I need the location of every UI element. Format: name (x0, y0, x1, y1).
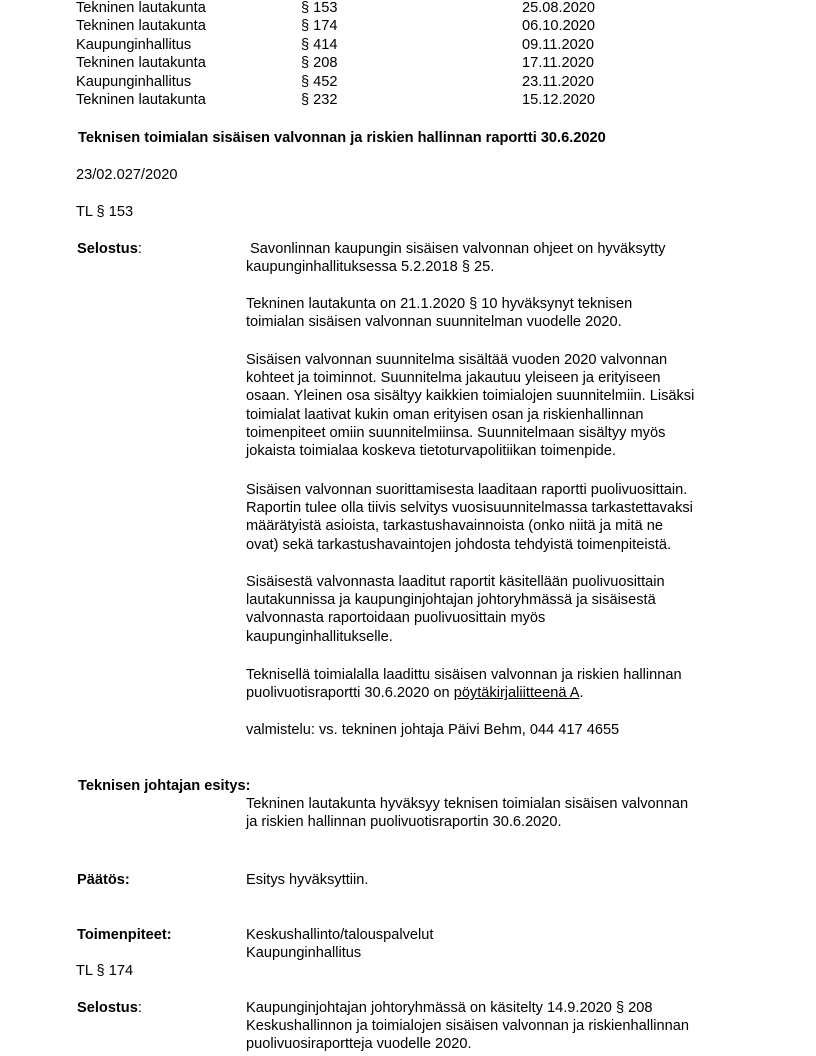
actions-list (246, 926, 766, 962)
history-section: § 414 (301, 37, 338, 53)
paragraph-line: kaupunginhallituksessa 5.2.2018 § 25. (246, 259, 495, 276)
selostus-label-text: Selostus (77, 241, 138, 257)
history-body: Kaupunginhallitus (76, 37, 192, 53)
history-date: 23.11.2020 (522, 74, 594, 90)
history-date: 25.08.2020 (522, 0, 596, 16)
paragraph-line: kaupunginhallitukselle. (246, 628, 393, 645)
paragraph-line: Tekninen lautakunta on 21.1.2020 § 10 hyväksynyt teknisen (246, 296, 633, 312)
paragraph-line: Raportin tulee olla tiivis selvitys vuosisuunnitelmassa tarkastettavaksi (246, 500, 693, 517)
attachment-link[interactable]: pöytäkirjaliitteenä A (453, 685, 580, 702)
selostus-body (246, 240, 766, 276)
paragraph-line: Sisäisestä valvonnasta laaditut raportit käsitellään puolivuosittain (246, 574, 665, 590)
history-body: Tekninen lautakunta (76, 92, 206, 108)
history-date: 09.11.2020 (522, 37, 594, 53)
action-item: Keskushallinto/talouspalvelut (246, 927, 434, 943)
history-date: 15.12.2020 (522, 92, 596, 108)
selostus-label-text: Selostus (77, 1000, 138, 1016)
proposal-text (246, 795, 766, 831)
history-section: § 208 (301, 55, 338, 71)
paragraph-line: määrätyistä asioista, tarkastushavainnoista (onko niitä ja mitä ne (246, 518, 663, 535)
paragraph-line: Keskushallinnon ja toimialojen sisäisen valvonnan ja riskienhallinnan (246, 1018, 689, 1035)
decision-text: Esitys hyväksyttiin. (246, 872, 369, 888)
selostus-paragraph (246, 481, 766, 554)
paragraph-line: toimenpiteet omiin suunnitelmiinsa. Suunnitelmaan sisältyy myös (246, 424, 666, 441)
preparer-line: valmistelu: vs. tekninen johtaja Päivi Behm, 044 417 4655 (246, 722, 620, 738)
selostus-label (77, 999, 142, 1017)
document-title: Teknisen toimialan sisäisen valvonnan ja riskien hallinnan raportti 30.6.2020 (78, 130, 606, 146)
paragraph-text: . (579, 685, 584, 702)
paragraph-line: jokaista toimialaa koskeva tietoturvapolitiikan toimenpide. (246, 443, 616, 460)
selostus-paragraph (246, 295, 766, 331)
selostus-colon: : (137, 1000, 142, 1016)
selostus-body (246, 999, 766, 1054)
paragraph-line: puolivuosiraportteja vuodelle 2020. (246, 1036, 472, 1053)
paragraph-line: osaan. Yleinen osa sisältyy kaikkien toimialojen suunnitelmiin. Lisäksi (246, 388, 695, 405)
history-body: Tekninen lautakunta (76, 18, 206, 34)
history-section: § 153 (301, 0, 338, 16)
meeting-reference: TL § 174 (76, 963, 134, 979)
selostus-colon: : (137, 241, 142, 257)
meeting-reference: TL § 153 (76, 204, 134, 220)
paragraph-line: toimialan sisäisen valvonnan suunnitelman vuodelle 2020. (246, 314, 622, 331)
history-date: 17.11.2020 (522, 55, 594, 71)
history-section: § 232 (301, 92, 338, 108)
actions-label: Toimenpiteet: (77, 927, 172, 943)
selostus-paragraph (246, 573, 766, 646)
paragraph-line: Kaupunginjohtajan johtoryhmässä on käsitelty 14.9.2020 § 208 (246, 1000, 653, 1016)
paragraph-line: Sisäisen valvonnan suunnitelma sisältää vuoden 2020 valvonnan (246, 352, 668, 368)
history-section: § 174 (301, 18, 338, 34)
paragraph-text: puolivuotisraportti 30.6.2020 on (246, 685, 454, 702)
proposal-label: Teknisen johtajan esitys: (78, 778, 251, 794)
paragraph-line: Tekninen lautakunta hyväksyy teknisen toimialan sisäisen valvonnan (246, 796, 689, 812)
paragraph-line: ovat) sekä tarkastushavaintojen johdosta tehdyistä toimenpiteistä. (246, 536, 672, 553)
paragraph-line: ja riskien hallinnan puolivuotisraportin 30.6.2020. (246, 814, 562, 831)
decision-label: Päätös: (77, 872, 130, 888)
selostus-paragraph (246, 351, 766, 460)
selostus-label (77, 240, 142, 258)
paragraph-line: Sisäisen valvonnan suorittamisesta laaditaan raportti puolivuosittain. (246, 482, 688, 498)
record-number: 23/02.027/2020 (76, 167, 178, 183)
paragraph-line: Teknisellä toimialalla laadittu sisäisen valvonnan ja riskien hallinnan (246, 667, 682, 683)
paragraph-line: lautakunnissa ja kaupunginjohtajan johtoryhmässä ja sisäisestä (246, 592, 656, 609)
paragraph-line: valvonnasta raportoidaan puolivuosittain myös (246, 610, 546, 627)
selostus-paragraph (246, 666, 766, 702)
history-body: Kaupunginhallitus (76, 74, 192, 90)
action-item: Kaupunginhallitus (246, 945, 362, 962)
paragraph-line: Savonlinnan kaupungin sisäisen valvonnan ohjeet on hyväksytty (246, 241, 666, 257)
paragraph-line: kohteet ja toiminnot. Suunnitelma jakautuu yleiseen ja erityiseen (246, 370, 661, 387)
paragraph-line: toimialat laativat kukin oman erityisen osan ja riskienhallinnan (246, 406, 644, 423)
paragraph-line (246, 684, 766, 702)
history-body: Tekninen lautakunta (76, 0, 206, 16)
history-date: 06.10.2020 (522, 18, 596, 34)
history-body: Tekninen lautakunta (76, 55, 206, 71)
history-section: § 452 (301, 74, 338, 90)
